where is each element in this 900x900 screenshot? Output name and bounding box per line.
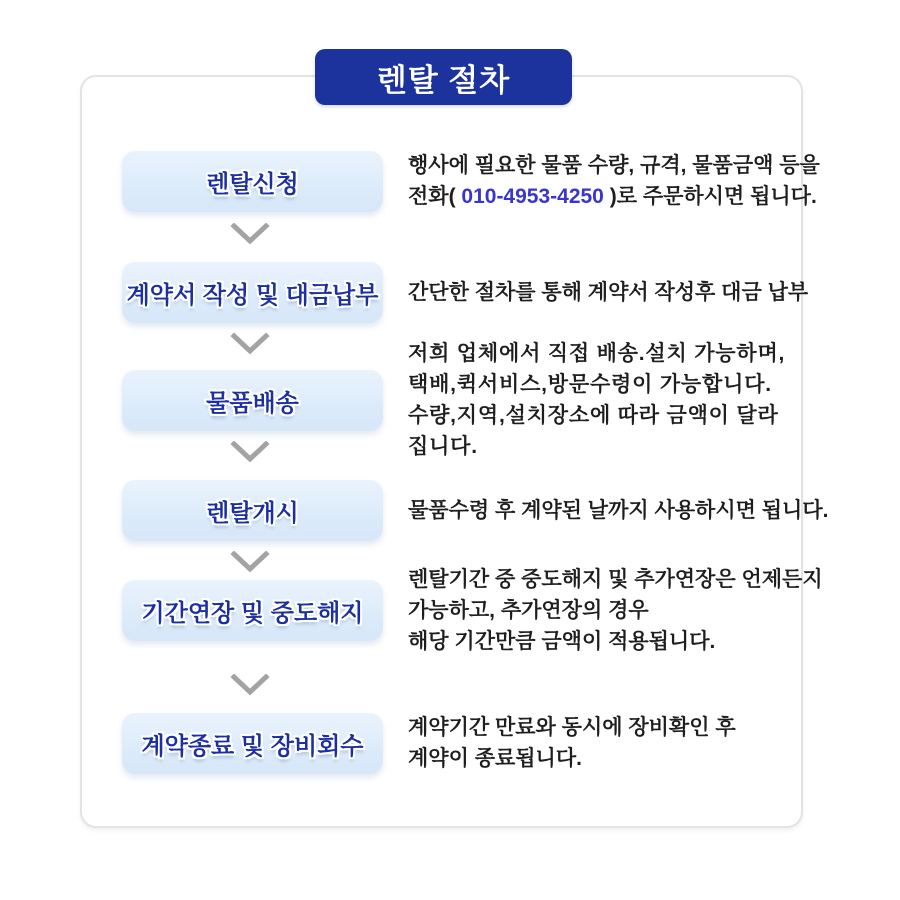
step-label: 계약종료 및 장비회수 [141,732,364,760]
step-row-rental-request [0,150,900,212]
description-line: 물품수령 후 계약된 날까지 사용하시면 됩니다. [408,499,829,522]
chevron-down-icon [230,223,270,245]
description-line: 집니다. [408,435,478,458]
step-row-delivery [0,338,900,462]
step-box-contract-end [122,713,383,774]
step-description [408,338,808,462]
page-title-badge [315,49,572,105]
step-description [408,495,829,526]
chevron-down-icon [230,674,270,696]
step-label: 렌탈개시 [206,500,299,527]
description-line: 렌탈기간 중 중도해지 및 추가연장은 언제든지 [408,568,823,591]
description-line: 가능하고, 추가연장의 경우 [408,599,649,622]
step-row-extension-cancellation [0,564,900,657]
step-label: 물품배송 [206,389,299,417]
step-label: 계약서 작성 및 대금납부 [126,282,379,309]
description-line: 해당 기간만큼 금액이 적용됩니다. [408,630,716,653]
chevron-down-icon [230,441,270,463]
step-box-rental-request [122,151,383,212]
description-line: 계약이 종료됩니다. [408,747,582,770]
step-row-contract-end [0,712,900,774]
description-line: 전화( 010-4953-4250 )로 주문하시면 됩니다. [408,185,817,208]
step-label: 기간연장 및 중도해지 [141,600,364,627]
step-description [408,277,808,308]
step-box-extension-cancellation [122,580,383,641]
step-description [408,150,820,212]
page-title: 렌탈 절차 [376,62,511,98]
step-box-delivery [122,370,383,431]
description-line: 택배,퀵서비스,방문수령이 가능합니다. [408,373,772,396]
description-line: 간단한 절차를 통해 계약서 작성후 대금 납부 [408,281,809,304]
step-label: 렌탈신청 [206,170,299,198]
step-description [408,564,823,657]
step-box-contract-payment [122,262,383,323]
description-line: 수량,지역,설치장소에 따라 금액이 달라 [408,404,779,427]
phone-number: 010-4953-4250 [461,185,604,208]
step-description [408,712,808,774]
description-line: 계약기간 만료와 동시에 장비확인 후 [408,716,736,739]
step-row-contract-payment [0,262,900,323]
description-line: 저희 업체에서 직접 배송.설치 가능하며, [408,342,786,365]
step-row-rental-start [0,480,900,541]
step-box-rental-start [122,480,383,541]
description-line: 행사에 필요한 물품 수량, 규격, 물품금액 등을 [408,154,820,177]
